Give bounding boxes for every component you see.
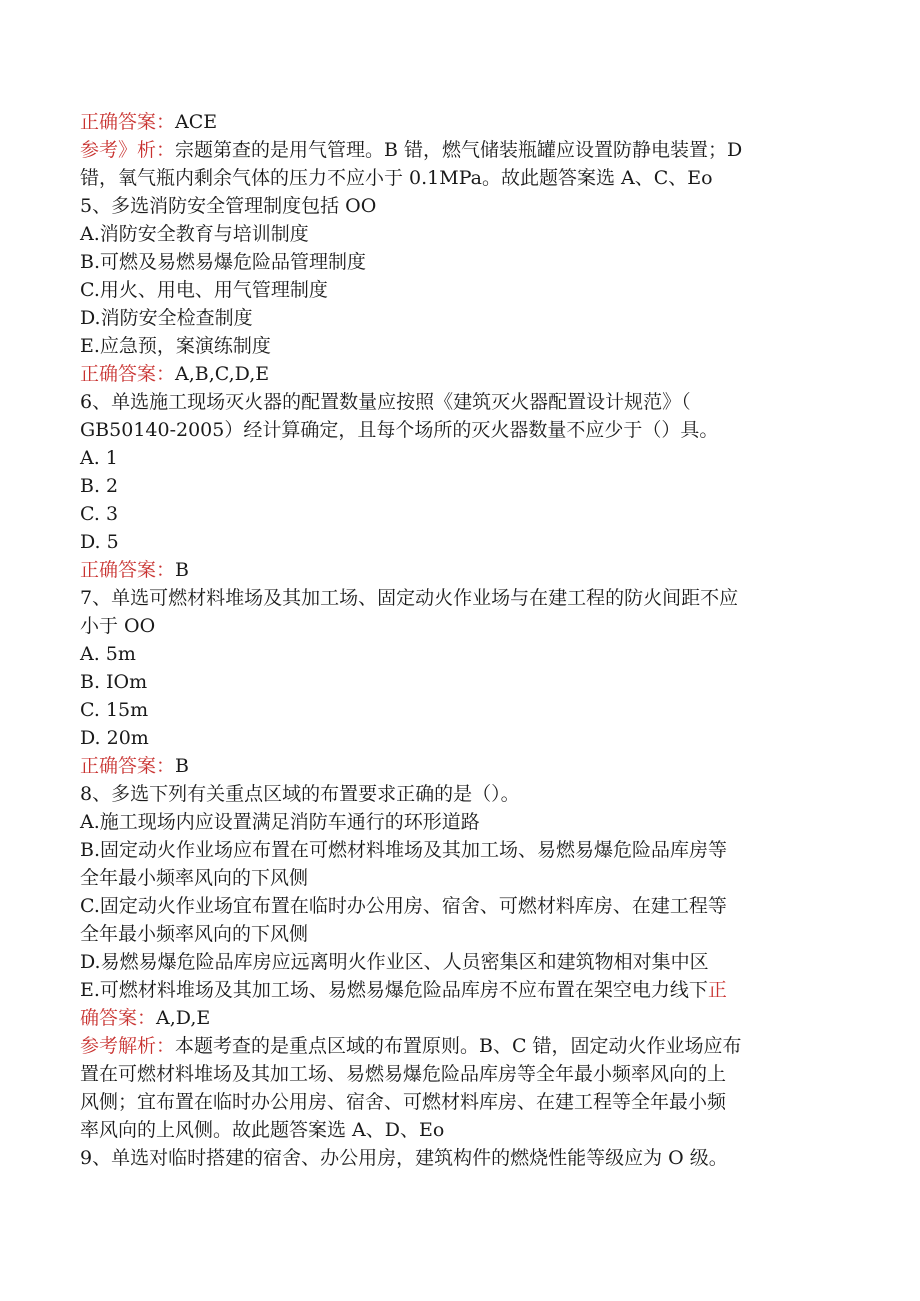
text-line [80,556,840,584]
answer-label: 正确答案： [80,111,176,133]
answer-label: 正确答案： [80,363,176,385]
text-segment: A. 5m [80,643,136,665]
text-line [80,584,840,612]
text-line [80,752,840,780]
text-line [80,668,840,696]
text-line [80,388,840,416]
text-line [80,360,840,388]
text-line [80,220,840,248]
text-segment: A.消防安全教育与培训制度 [80,223,309,245]
text-segment: E.可燃材料堆场及其加工场、易燃易爆危险品库房不应布置在架空电力线下 [80,979,708,1001]
text-segment: C.用火、用电、用气管理制度 [80,279,328,301]
text-line [80,136,840,164]
answer-label: 参考解析： [80,1035,176,1057]
text-line [80,248,840,276]
text-segment: 全年最小频率风向的下风侧 [80,923,309,945]
text-line [80,1004,840,1032]
text-line [80,696,840,724]
text-segment: A. 1 [80,447,118,469]
text-line [80,164,840,192]
text-segment: B.可燃及易燃易爆危险品管理制度 [80,251,367,273]
text-segment: ACE [175,111,218,133]
text-line [80,864,840,892]
text-segment: E.应急预，案演练制度 [80,335,271,357]
text-segment: D. 5 [80,531,119,553]
answer-label: 正确答案： [80,755,176,777]
text-segment: 7、单选可燃材料堆场及其加工场、固定动火作业场与在建工程的防火间距不应 [80,587,739,609]
text-line [80,332,840,360]
text-segment: A,D,E [156,1007,211,1029]
text-line [80,472,840,500]
text-line [80,108,840,136]
text-line [80,948,840,976]
text-segment: 率风向的上风侧。故此题答案选 A、D、Eo [80,1119,445,1141]
text-line [80,976,840,1004]
text-line [80,1032,840,1060]
text-line [80,892,840,920]
text-segment: A.施工现场内应设置满足消防车通行的环形道路 [80,811,480,833]
answer-label: 正确答案： [80,559,176,581]
text-line [80,500,840,528]
text-line [80,1116,840,1144]
text-segment: 5、多选消防安全管理制度包括 OO [80,195,377,217]
text-line [80,304,840,332]
text-line [80,1088,840,1116]
text-segment: B [175,755,189,777]
text-segment: 9、单选对临时搭建的宿舍、办公用房，建筑构件的燃烧性能等级应为 O 级。 [80,1147,728,1169]
answer-label: 确答案： [80,1007,157,1029]
text-segment: D.消防安全检查制度 [80,307,253,329]
text-line [80,528,840,556]
text-line [80,1144,840,1172]
text-segment: A,B,C,D,E [175,363,270,385]
text-segment: C. 15m [80,699,149,721]
document-body [80,108,840,1172]
text-line [80,920,840,948]
text-segment: B [175,559,189,581]
answer-label: 正 [707,979,727,1001]
text-segment: 8、多选下列有关重点区域的布置要求正确的是（）。 [80,783,520,805]
text-line [80,444,840,472]
text-segment: B.固定动火作业场应布置在可燃材料堆场及其加工场、易燃易爆危险品库房等 [80,839,728,861]
text-line [80,836,840,864]
text-line [80,192,840,220]
text-segment: 风侧；宜布置在临时办公用房、宿舍、可燃材料库房、在建工程等全年最小频 [80,1091,727,1113]
text-segment: D. 20m [80,727,149,749]
text-line [80,416,840,444]
answer-label: 参考》析： [80,139,176,161]
text-segment: 宗题第查的是用气管理。B 错，燃气储装瓶罐应设置防静电装置；D [175,139,743,161]
text-segment: GB50140-2005）经计算确定，且每个场所的灭火器数量不应少于（）具。 [80,419,719,441]
text-segment: C. 3 [80,503,119,525]
text-segment: 错，氧气瓶内剩余气体的压力不应小于 0.1MPa。故此题答案选 A、C、Eo [80,167,713,189]
text-segment: 6、单选施工现场灭火器的配置数量应按照《建筑灭火器配置设计规范》（ [80,391,691,413]
text-segment: B. IOm [80,671,148,693]
text-line [80,808,840,836]
text-segment: C.固定动火作业场宜布置在临时办公用房、宿舍、可燃材料库房、在建工程等 [80,895,727,917]
text-line [80,724,840,752]
text-segment: D.易燃易爆危险品库房应远离明火作业区、人员密集区和建筑物相对集中区 [80,951,709,973]
text-segment: 全年最小频率风向的下风侧 [80,867,309,889]
text-segment: 小于 OO [80,615,156,637]
text-line [80,780,840,808]
text-segment: 本题考查的是重点区域的布置原则。B、C 错，固定动火作业场应布 [175,1035,742,1057]
text-line [80,612,840,640]
text-line [80,640,840,668]
text-segment: B. 2 [80,475,119,497]
text-line [80,1060,840,1088]
text-line [80,276,840,304]
text-segment: 置在可燃材料堆场及其加工场、易燃易爆危险品库房等全年最小频率风向的上 [80,1063,727,1085]
